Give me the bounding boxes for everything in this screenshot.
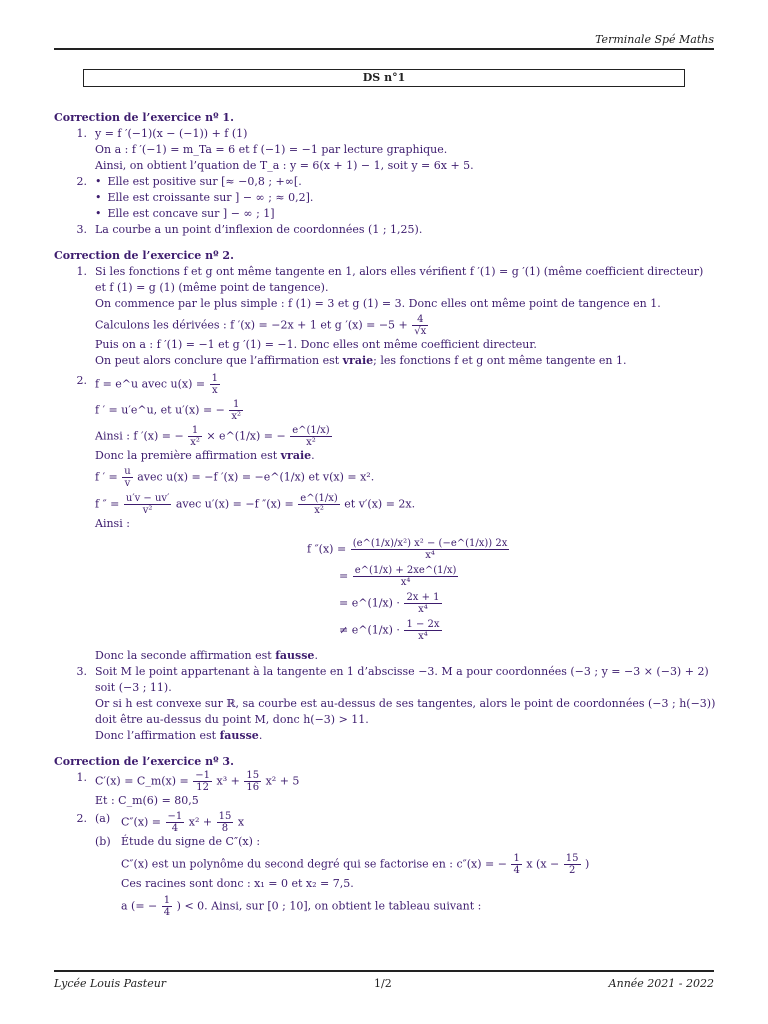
fraction <box>229 399 243 422</box>
ex2-item-1 <box>54 264 716 369</box>
denominator: x² <box>231 411 242 422</box>
header-course: Terminale Spé Maths <box>595 33 714 46</box>
text-fragment: C′(x) = C_m(x) = <box>95 774 189 788</box>
bold-word: vraie <box>280 449 312 462</box>
document-body <box>54 110 716 918</box>
footer-page-number: 1/2 <box>374 977 392 990</box>
text-line <box>95 466 716 489</box>
sub-item-b <box>95 834 716 918</box>
fraction <box>210 373 220 396</box>
exercise-3-heading: Correction de l’exercice nº 3. <box>54 755 234 768</box>
fraction <box>162 895 172 918</box>
text-line: La courbe a un point d’inflexion de coordonnées (1 ; 1,25). <box>95 223 423 236</box>
fraction <box>124 493 171 516</box>
text-fragment: f ′ = u′e^u, et u′(x) = − <box>95 403 225 417</box>
numerator: 15 <box>246 770 260 781</box>
denominator: v² <box>142 505 153 516</box>
text-fragment: Calculons les dérivées : f ′(x) = −2x + 1 et g ′(x) = −5 + <box>95 318 408 332</box>
text-fragment: C″(x) = <box>121 815 162 829</box>
numerator: u <box>124 466 131 477</box>
sub-item-a <box>95 811 716 834</box>
numerator: 2x + 1 <box>406 592 440 603</box>
ex2-item-3 <box>54 664 716 744</box>
equation-row-4 <box>95 619 716 642</box>
fraction <box>244 770 261 793</box>
equation-lhs: f ″(x) = <box>307 542 347 556</box>
denominator: 4 <box>163 907 171 918</box>
denominator: x² <box>190 437 200 448</box>
fraction <box>404 619 441 642</box>
equation-row-1 <box>95 538 716 561</box>
denominator: √x <box>414 326 427 337</box>
text-line <box>95 353 716 369</box>
denominator: 8 <box>221 823 229 834</box>
text-line: Ainsi, on obtient l’quation de T_a : y = 6(x + 1) − 1, soit y = 6x + 5. <box>95 159 474 172</box>
text-line: Donc la seconde affirmation est fausse. <box>95 649 318 662</box>
text-fragment: × e^(1/x) = − <box>206 429 286 443</box>
ex2-item-2 <box>54 373 716 664</box>
text-line <box>95 770 716 793</box>
fraction <box>564 853 581 876</box>
denominator: x⁴ <box>400 577 411 588</box>
text-line <box>95 373 716 396</box>
ex1-item-2 <box>54 174 716 222</box>
bullet-item: • Elle est concave sur ] − ∞ ; 1] <box>95 206 716 222</box>
numerator: 1 <box>211 373 218 384</box>
text-line: y = f ′(−1)(x − (−1)) + f (1) <box>95 127 248 140</box>
footer-school: Lycée Louis Pasteur <box>54 977 167 990</box>
fraction <box>412 314 428 337</box>
exercise-2-heading: Correction de l’exercice nº 2. <box>54 249 234 262</box>
numerator: e^(1/x) + 2xe^(1/x) <box>354 565 457 576</box>
denominator: x⁴ <box>425 550 435 561</box>
text-line: Ces racines sont donc : x₁ = 0 et x₂ = 7,5. <box>121 877 354 890</box>
denominator: x² <box>314 505 324 516</box>
text-line <box>121 895 589 918</box>
text-fragment: a (= − <box>121 899 158 913</box>
text-fragment: avec u′(x) = −f ″(x) = <box>175 497 294 511</box>
text-line: Soit M le point appartenant à la tangente en 1 d’abscisse −3. M a pour coordonnées (−3 ; y = −3 × (−3) + 2) soit (−3 ; 11). <box>95 665 709 694</box>
exercise-1-heading: Correction de l’exercice nº 1. <box>54 111 234 124</box>
header-rule <box>54 48 714 50</box>
fraction <box>404 592 441 615</box>
ex1-item-1 <box>54 126 716 174</box>
item-number: 2. <box>76 812 87 825</box>
text-line: On a : f ′(−1) = m_Ta = 6 et f (−1) = −1 par lecture graphique. <box>95 143 448 156</box>
text-line: Donc l’affirmation est fausse. <box>95 729 263 742</box>
fraction <box>351 538 510 561</box>
numerator: 1 <box>188 425 202 437</box>
text-fragment: On peut alors conclure que l’affirmation est <box>95 354 340 367</box>
equation-prefix: ≠ e^(1/x) · <box>339 623 400 637</box>
text-line: On commence par le plus simple : f (1) = 3 et g (1) = 3. Donc elles ont même point de tangence en 1. <box>95 297 661 310</box>
denominator: x⁴ <box>418 604 428 615</box>
equation-block <box>95 538 716 642</box>
item-number: 3. <box>76 665 87 678</box>
bullet-item: • Elle est croissante sur ] − ∞ ; ≈ 0,2]. <box>95 190 716 206</box>
text-line <box>121 853 589 876</box>
footer-rule <box>54 970 714 972</box>
numerator: e^(1/x) <box>300 493 338 504</box>
item-number: 2. <box>76 175 87 188</box>
text-fragment: x² + 5 <box>265 774 300 788</box>
numerator: 1 <box>513 853 520 864</box>
text-line <box>95 493 716 516</box>
denominator: x⁴ <box>418 631 428 642</box>
text-line <box>95 425 716 448</box>
text-line: Puis on a : f ′(1) = −1 et g ′(1) = −1. Donc elles ont même coefficient directeur. <box>95 338 537 351</box>
footer-year: Année 2021 - 2022 <box>608 977 714 990</box>
text-fragment: x <box>237 815 245 829</box>
text-fragment: C″(x) est un polynôme du second degré qui se factorise en : c″(x) = − <box>121 857 507 871</box>
text-fragment: et v′(x) = 2x. <box>344 497 416 511</box>
fraction <box>166 811 185 834</box>
page-title: DS n°1 <box>83 69 685 87</box>
denominator: x² <box>306 437 316 448</box>
fraction <box>298 493 339 516</box>
text-fragment: f ″ = <box>95 497 120 511</box>
fraction <box>122 466 132 489</box>
text-fragment: avec u(x) = −f ′(x) = −e^(1/x) et v(x) = x². <box>137 470 375 484</box>
fraction <box>193 770 212 793</box>
item-number: 3. <box>76 223 87 236</box>
denominator: 4 <box>513 865 520 876</box>
item-number: 1. <box>76 127 87 140</box>
equation-row-3 <box>95 592 716 615</box>
text-line <box>95 314 716 337</box>
text-line: Donc la première affirmation est vraie. <box>95 449 315 462</box>
text-line: Si les fonctions f et g ont même tangente en 1, alors elles vérifient f ′(1) = g ′(1) (même coefficient directeur) et f (1) = g (1) (même point de tangence). <box>95 265 704 294</box>
equation-prefix: = e^(1/x) · <box>339 596 400 610</box>
item-number: 1. <box>76 771 87 784</box>
bold-word: fausse <box>275 649 315 662</box>
fraction <box>353 565 459 588</box>
sub-label: (a) <box>95 812 111 825</box>
denominator: 4 <box>171 823 179 834</box>
numerator: (e^(1/x)/x²) x² − (−e^(1/x)) 2x <box>352 538 508 549</box>
numerator: 1 <box>229 399 243 411</box>
numerator: 1 <box>163 895 171 906</box>
fraction <box>217 811 234 834</box>
numerator: e^(1/x) <box>292 425 330 436</box>
ex3-item-1 <box>54 770 716 809</box>
text-fragment: Ainsi : f ′(x) = − <box>95 429 184 443</box>
fraction <box>188 425 202 448</box>
fraction <box>290 425 331 448</box>
text-fragment: x³ + <box>216 774 240 788</box>
text-fragment: f = e^u avec u(x) = <box>95 377 206 391</box>
sub-label: (b) <box>95 835 111 848</box>
text-fragment: x (x − <box>526 857 560 871</box>
text-fragment: f ′ = <box>95 470 118 484</box>
numerator: 1 − 2x <box>406 619 440 630</box>
denominator: x <box>211 385 218 396</box>
text-fragment: ; les fonctions f et g ont même tangente en 1. <box>373 354 627 367</box>
denominator: 16 <box>246 782 260 793</box>
equation-row-2 <box>95 565 716 588</box>
fraction <box>511 853 521 876</box>
numerator: −1 <box>195 770 211 781</box>
bold-word: fausse <box>219 729 259 742</box>
equals-sign: = <box>339 569 349 583</box>
text-line: Or si h est convexe sur ℝ, sa courbe est au-dessus de ses tangentes, alors le point de coordonnées (−3 ; h(−3)) doit être au-dessus du point M, donc h(−3) > 11. <box>95 697 716 726</box>
text-line <box>95 399 716 422</box>
numerator: 15 <box>218 811 232 822</box>
ex3-item-2 <box>54 811 716 918</box>
text-fragment: Donc l’affirmation est <box>95 729 217 742</box>
text-line: Étude du signe de C″(x) : <box>121 835 261 848</box>
numerator: 15 <box>565 853 579 864</box>
denominator: 2 <box>568 865 576 876</box>
text-fragment: Donc la première affirmation est <box>95 449 278 462</box>
bullet-item: • Elle est positive sur [≈ −0,8 ; +∞[. <box>95 174 716 190</box>
numerator: 4 <box>412 314 428 326</box>
denominator: v <box>124 478 131 489</box>
denominator: 12 <box>196 782 209 793</box>
ex1-item-3 <box>54 222 716 238</box>
text-fragment: ) < 0. Ainsi, sur [0 ; 10], on obtient le tableau suivant : <box>176 899 482 913</box>
text-fragment: x² + <box>188 815 213 829</box>
bold-word: vraie <box>342 354 374 367</box>
numerator: u′v − uv′ <box>125 493 170 504</box>
text-line: Ainsi : <box>95 517 130 530</box>
item-number: 1. <box>76 265 87 278</box>
text-line <box>121 811 244 834</box>
numerator: −1 <box>167 811 183 822</box>
text-fragment: Donc la seconde affirmation est <box>95 649 272 662</box>
text-fragment: ) <box>585 857 590 871</box>
item-number: 2. <box>76 374 87 387</box>
text-line: Et : C_m(6) = 80,5 <box>95 794 199 807</box>
